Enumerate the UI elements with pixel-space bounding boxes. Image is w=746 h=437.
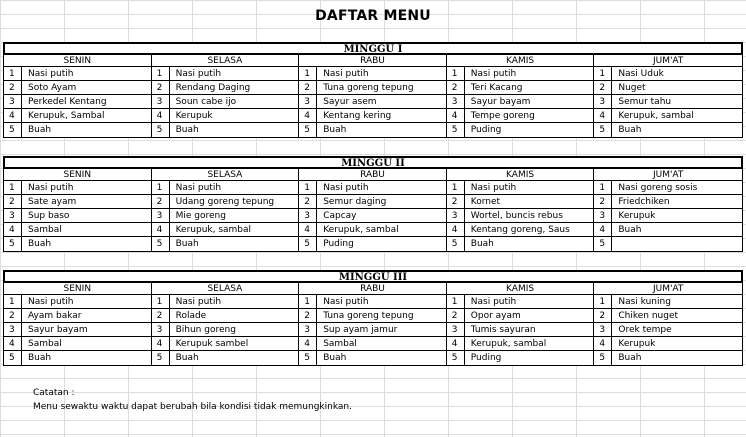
menu-item-number: 5	[447, 123, 465, 137]
menu-row	[4, 237, 151, 251]
menu-item-number: 3	[152, 323, 170, 336]
menu-item-number: 2	[299, 81, 317, 94]
menu-item-text: Nasi putih	[470, 183, 517, 193]
menu-item-number: 4	[594, 223, 612, 236]
menu-item-text: Bihun goreng	[175, 325, 236, 335]
menu-item-text: Perkedel Kentang	[28, 97, 107, 107]
menu-item-number: 4	[152, 337, 170, 350]
menu-item-text: Sayur bayam	[470, 97, 531, 107]
menu-item-number: 1	[4, 67, 22, 80]
menu-item-text: Nasi goreng sosis	[618, 183, 698, 193]
menu-item-text: Sayur bayam	[28, 325, 88, 335]
menu-row	[447, 181, 594, 195]
menu-item-number: 1	[152, 295, 170, 308]
menu-item-number: 2	[594, 81, 612, 94]
menu-item-text: Buah	[618, 225, 642, 235]
day-name: KAMIS	[447, 169, 594, 181]
menu-item-number: 4	[152, 223, 170, 236]
menu-item-number: 3	[594, 209, 612, 222]
menu-item-number: 3	[4, 209, 22, 222]
menu-item-number: 4	[447, 223, 465, 236]
day-name: SENIN	[4, 55, 151, 67]
menu-item-text: Kentang goreng, Saus	[470, 225, 570, 235]
menu-item-number: 5	[299, 123, 317, 137]
menu-item-number: 4	[4, 337, 22, 350]
menu-item-number: 1	[447, 295, 465, 308]
menu-item-text: Kerupuk, Sambal	[28, 111, 105, 121]
menu-row	[299, 109, 446, 123]
menu-item-text: Semur tahu	[618, 97, 672, 107]
menu-row	[594, 123, 742, 137]
menu-item-number: 2	[447, 195, 465, 208]
menu-item-text: Udang goreng tepung	[175, 197, 275, 207]
menu-item-text: Teri Kacang	[470, 83, 523, 93]
menu-row	[4, 67, 151, 81]
menu-item-number: 3	[447, 323, 465, 336]
menu-item-number: 1	[299, 295, 317, 308]
menu-item-number: 5	[152, 351, 170, 365]
menu-row	[299, 323, 446, 337]
menu-item-text: Nasi putih	[470, 297, 517, 307]
day-column	[4, 283, 152, 365]
menu-row	[4, 323, 151, 337]
day-name: SENIN	[4, 169, 151, 181]
menu-item-text: Buah	[175, 239, 199, 249]
week-table	[3, 156, 743, 252]
menu-item-number: 3	[299, 209, 317, 222]
menu-item-text: Friedchiken	[618, 197, 670, 207]
menu-row	[594, 323, 742, 337]
menu-item-text: Buah	[323, 353, 347, 363]
menu-item-text: Kerupuk	[618, 339, 656, 349]
menu-row	[152, 67, 299, 81]
menu-item-text: Nasi putih	[323, 297, 369, 307]
day-column	[4, 55, 152, 137]
menu-item-text: Buah	[618, 353, 642, 363]
day-name: RABU	[299, 55, 446, 67]
day-columns	[4, 55, 742, 137]
menu-item-number: 5	[594, 351, 612, 365]
menu-row	[4, 209, 151, 223]
menu-item-text: Rolade	[175, 311, 207, 321]
notes-label: Catatan :	[33, 388, 75, 398]
day-column	[447, 55, 595, 137]
menu-row	[152, 237, 299, 251]
menu-item-number: 5	[4, 351, 22, 365]
menu-row	[299, 351, 446, 365]
menu-item-number: 5	[4, 237, 22, 251]
menu-row	[447, 337, 594, 351]
day-name: KAMIS	[447, 55, 594, 67]
menu-item-number: 3	[299, 95, 317, 108]
menu-item-text: Mie goreng	[175, 211, 226, 221]
menu-item-text: Tuna goreng tepung	[323, 311, 414, 321]
menu-item-number: 2	[299, 195, 317, 208]
menu-item-number: 3	[152, 95, 170, 108]
menu-row	[594, 109, 742, 123]
menu-row	[447, 95, 594, 109]
day-columns	[4, 169, 742, 251]
menu-row	[152, 195, 299, 209]
menu-row	[447, 323, 594, 337]
menu-row	[594, 95, 742, 109]
menu-item-text: Nasi putih	[28, 183, 74, 193]
menu-row	[299, 237, 446, 251]
menu-item-number: 4	[4, 223, 22, 236]
menu-item-text: Nuget	[618, 83, 646, 93]
menu-item-text: Sup ayam jamur	[323, 325, 398, 335]
menu-item-number: 3	[152, 209, 170, 222]
menu-item-text: Buah	[175, 125, 199, 135]
day-name: RABU	[299, 169, 446, 181]
week-table	[3, 270, 743, 366]
menu-item-text: Ayam bakar	[28, 311, 82, 321]
menu-row	[152, 81, 299, 95]
notes	[33, 386, 352, 414]
menu-item-number: 2	[152, 309, 170, 322]
day-column	[299, 169, 447, 251]
menu-item-text: Puding	[470, 353, 502, 363]
menu-row	[299, 337, 446, 351]
day-column	[4, 169, 152, 251]
menu-row	[4, 309, 151, 323]
menu-item-number: 1	[4, 181, 22, 194]
menu-row	[447, 309, 594, 323]
menu-item-number: 4	[152, 109, 170, 122]
menu-row	[299, 181, 446, 195]
menu-item-text: Buah	[323, 125, 347, 135]
menu-row	[594, 237, 742, 251]
menu-row	[299, 209, 446, 223]
menu-item-number: 4	[299, 337, 317, 350]
menu-row	[152, 209, 299, 223]
menu-row	[4, 351, 151, 365]
menu-item-text: Kerupuk	[175, 111, 213, 121]
menu-row	[447, 123, 594, 137]
day-column	[152, 169, 300, 251]
menu-item-number: 1	[299, 67, 317, 80]
menu-row	[152, 295, 299, 309]
menu-row	[447, 67, 594, 81]
menu-row	[594, 337, 742, 351]
menu-row	[4, 109, 151, 123]
menu-item-number: 5	[594, 237, 612, 251]
menu-item-number: 1	[594, 181, 612, 194]
menu-row	[594, 351, 742, 365]
menu-item-text: Kerupuk, sambal	[470, 339, 547, 349]
menu-row	[152, 95, 299, 109]
menu-item-number: 2	[152, 195, 170, 208]
menu-item-text: Sambal	[28, 339, 62, 349]
menu-row	[299, 123, 446, 137]
day-name: KAMIS	[447, 283, 594, 295]
menu-item-text: Kerupuk	[618, 211, 656, 221]
menu-item-text: Nasi putih	[28, 297, 74, 307]
menu-row	[594, 295, 742, 309]
menu-item-text: Buah	[28, 353, 52, 363]
menu-row	[594, 223, 742, 237]
menu-row	[152, 309, 299, 323]
day-column	[299, 55, 447, 137]
day-column	[447, 169, 595, 251]
menu-item-text: Nasi putih	[175, 69, 222, 79]
menu-item-text: Kornet	[470, 197, 501, 207]
menu-item-number: 1	[447, 67, 465, 80]
menu-row	[4, 337, 151, 351]
menu-item-text: Soun cabe ijo	[175, 97, 237, 107]
menu-row	[447, 209, 594, 223]
menu-row	[299, 81, 446, 95]
menu-item-text: Buah	[28, 239, 52, 249]
menu-item-number: 2	[4, 81, 22, 94]
menu-item-number: 2	[4, 195, 22, 208]
menu-item-number: 5	[152, 237, 170, 251]
menu-row	[447, 195, 594, 209]
menu-item-text: Capcay	[323, 211, 357, 221]
menu-item-text: Opor ayam	[470, 311, 521, 321]
menu-item-text: Soto Ayam	[28, 83, 77, 93]
menu-item-number: 1	[299, 181, 317, 194]
menu-item-number: 4	[447, 109, 465, 122]
menu-item-text: Puding	[470, 125, 502, 135]
menu-row	[4, 181, 151, 195]
menu-item-text: Orek tempe	[618, 325, 672, 335]
menu-item-text: Chiken nuget	[618, 311, 679, 321]
menu-item-text: Buah	[28, 125, 52, 135]
menu-item-number: 2	[594, 309, 612, 322]
menu-row	[4, 195, 151, 209]
menu-row	[594, 195, 742, 209]
menu-row	[447, 223, 594, 237]
menu-item-number: 5	[4, 123, 22, 137]
menu-item-number: 2	[594, 195, 612, 208]
menu-item-number: 3	[447, 95, 465, 108]
menu-row	[152, 109, 299, 123]
menu-item-text: Kerupuk, sambal	[618, 111, 694, 121]
day-name: JUM'AT	[594, 283, 742, 295]
week-title: MINGGU III	[4, 271, 742, 283]
menu-row	[299, 309, 446, 323]
menu-item-text: Nasi kuning	[618, 297, 671, 307]
menu-item-text: Kerupuk sambel	[175, 339, 249, 349]
day-name: JUM'AT	[594, 55, 742, 67]
menu-item-number: 3	[4, 323, 22, 336]
menu-item-text: Puding	[323, 239, 354, 249]
menu-item-number: 2	[4, 309, 22, 322]
day-column	[594, 283, 742, 365]
day-name: SELASA	[152, 283, 299, 295]
menu-item-number: 5	[152, 123, 170, 137]
menu-item-text: Tumis sayuran	[470, 325, 536, 335]
menu-item-text: Kerupuk, sambal	[175, 225, 252, 235]
menu-item-number: 5	[299, 237, 317, 251]
notes-text: Menu sewaktu waktu dapat berubah bila kondisi tidak memungkinkan.	[33, 402, 352, 412]
menu-item-text	[612, 237, 742, 251]
menu-item-number: 3	[594, 95, 612, 108]
menu-item-text: Sup baso	[28, 211, 70, 221]
menu-item-number: 1	[152, 181, 170, 194]
day-columns	[4, 283, 742, 365]
menu-item-text: Nasi putih	[28, 69, 74, 79]
menu-item-text: Rendang Daging	[175, 83, 251, 93]
menu-row	[594, 81, 742, 95]
menu-item-number: 3	[594, 323, 612, 336]
menu-item-number: 3	[447, 209, 465, 222]
menu-item-number: 1	[594, 295, 612, 308]
menu-row	[152, 181, 299, 195]
day-column	[447, 283, 595, 365]
menu-row	[152, 223, 299, 237]
menu-row	[299, 95, 446, 109]
menu-item-number: 4	[594, 109, 612, 122]
menu-row	[4, 295, 151, 309]
menu-item-text: Nasi putih	[175, 183, 222, 193]
menu-item-text: Nasi putih	[470, 69, 517, 79]
day-column	[594, 55, 742, 137]
day-column	[152, 283, 300, 365]
menu-row	[594, 209, 742, 223]
menu-item-text: Buah	[618, 125, 642, 135]
menu-row	[152, 351, 299, 365]
menu-item-text: Nasi putih	[175, 297, 222, 307]
page-title: DAFTAR MENU	[315, 8, 431, 24]
menu-item-text: Nasi Uduk	[618, 69, 664, 79]
day-name: SELASA	[152, 55, 299, 67]
menu-row	[4, 223, 151, 237]
menu-item-text: Sambal	[28, 225, 62, 235]
day-name: SENIN	[4, 283, 151, 295]
menu-row	[594, 181, 742, 195]
week-title: MINGGU II	[4, 157, 742, 169]
menu-row	[447, 237, 594, 251]
menu-row	[299, 67, 446, 81]
menu-item-number: 4	[447, 337, 465, 350]
menu-item-number: 3	[4, 95, 22, 108]
menu-item-number: 4	[299, 223, 317, 236]
menu-row	[594, 309, 742, 323]
menu-item-number: 2	[299, 309, 317, 322]
menu-item-number: 5	[299, 351, 317, 365]
menu-item-number: 5	[447, 237, 465, 251]
menu-row	[299, 195, 446, 209]
menu-row	[447, 109, 594, 123]
menu-row	[299, 295, 446, 309]
menu-row	[152, 337, 299, 351]
menu-row	[4, 123, 151, 137]
day-name: RABU	[299, 283, 446, 295]
menu-item-number: 4	[594, 337, 612, 350]
menu-item-number: 2	[447, 81, 465, 94]
menu-item-text: Sayur asem	[323, 97, 377, 107]
week-table	[3, 42, 743, 138]
menu-row	[152, 123, 299, 137]
menu-row	[4, 95, 151, 109]
menu-item-text: Semur daging	[323, 197, 387, 207]
menu-item-text: Sambal	[323, 339, 357, 349]
menu-item-number: 4	[4, 109, 22, 122]
menu-item-text: Buah	[175, 353, 199, 363]
menu-item-text: Nasi putih	[323, 69, 369, 79]
menu-item-text: Nasi putih	[323, 183, 369, 193]
menu-item-text: Kentang kering	[323, 111, 392, 121]
menu-item-text: Tuna goreng tepung	[323, 83, 414, 93]
menu-row	[447, 295, 594, 309]
week-title: MINGGU I	[4, 43, 742, 55]
day-name: JUM'AT	[594, 169, 742, 181]
menu-item-number: 1	[152, 67, 170, 80]
menu-item-number: 5	[447, 351, 465, 365]
menu-item-text: Wortel, buncis rebus	[470, 211, 563, 221]
day-column	[152, 55, 300, 137]
menu-row	[4, 81, 151, 95]
menu-item-number: 5	[594, 123, 612, 137]
menu-item-number: 1	[594, 67, 612, 80]
menu-row	[447, 351, 594, 365]
menu-item-text: Sate ayam	[28, 197, 77, 207]
menu-item-number: 2	[447, 309, 465, 322]
menu-row	[152, 323, 299, 337]
menu-item-text: Kerupuk, sambal	[323, 225, 399, 235]
menu-item-text: Tempe goreng	[470, 111, 535, 121]
menu-item-number: 2	[152, 81, 170, 94]
menu-item-number: 3	[299, 323, 317, 336]
menu-row	[594, 67, 742, 81]
day-column	[299, 283, 447, 365]
menu-item-text: Buah	[470, 239, 494, 249]
menu-row	[299, 223, 446, 237]
day-column	[594, 169, 742, 251]
day-name: SELASA	[152, 169, 299, 181]
menu-item-number: 4	[299, 109, 317, 122]
menu-row	[447, 81, 594, 95]
menu-item-number: 1	[4, 295, 22, 308]
menu-item-number: 1	[447, 181, 465, 194]
